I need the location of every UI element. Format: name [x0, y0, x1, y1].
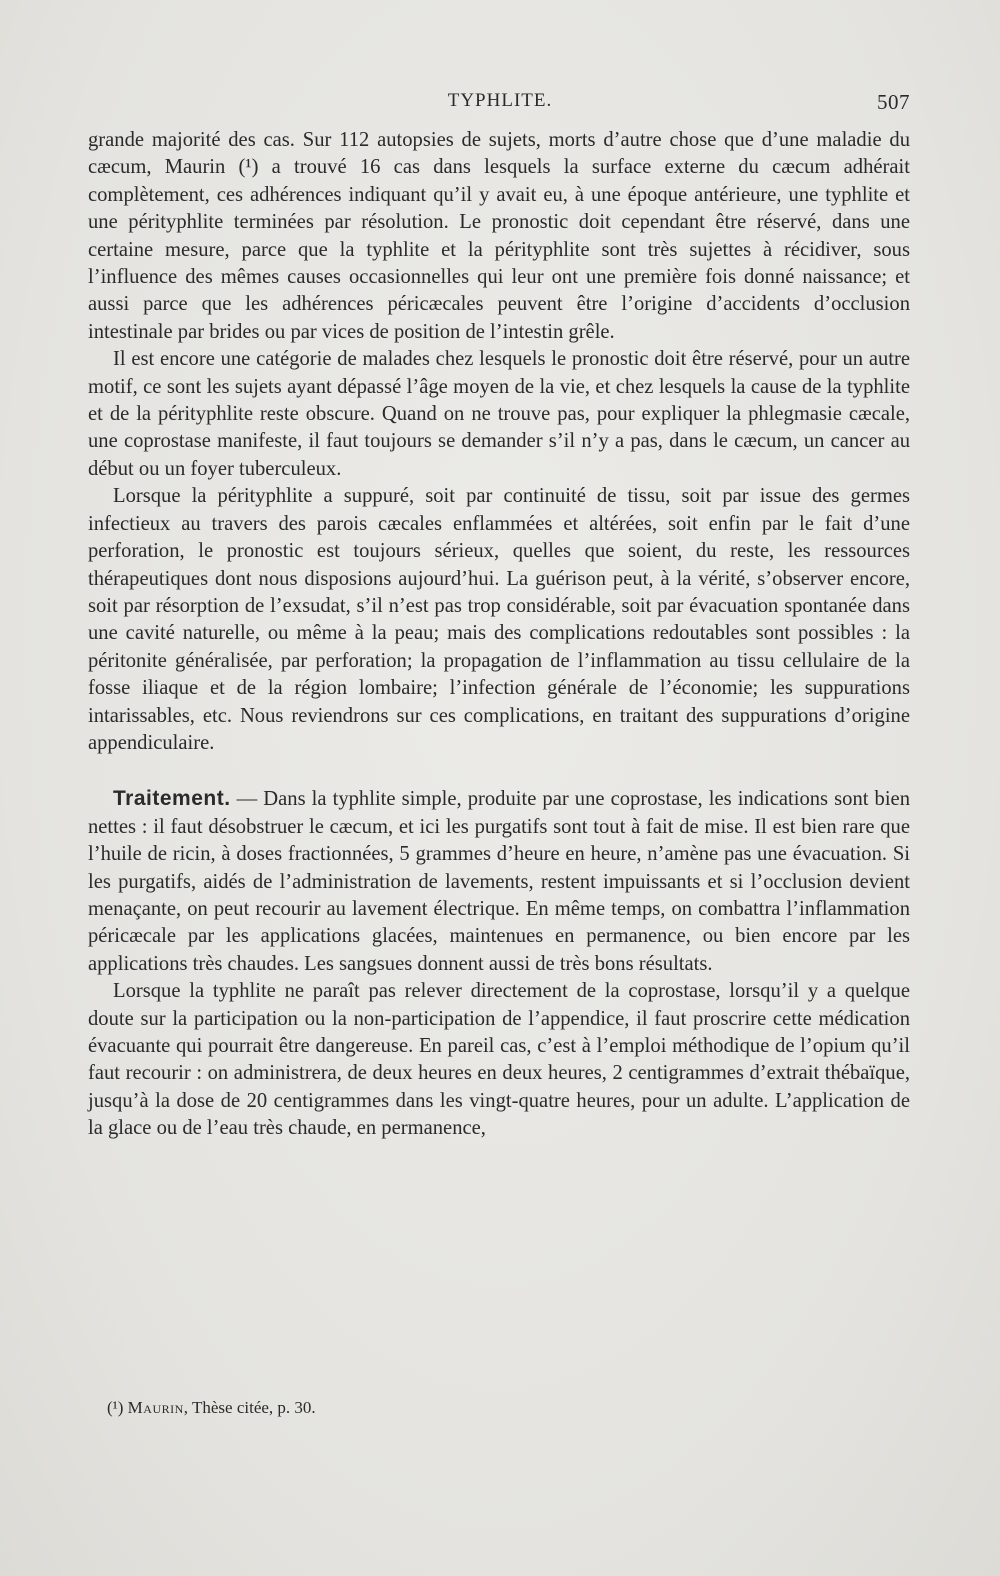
footnote-author: Maurin — [127, 1398, 184, 1417]
paragraph: Lorsque la pérityphlite a suppuré, soit par continuité de tissu, soit par issue des germes infectieux au travers des parois cæcales enflammées et altérées, soit enfin par le fait d’une perforation, le pronostic est toujours sérieux, quelles que soient, du reste, les ressources thérapeutiques dont nous disposions aujourd’hui. La guérison peut, à la vérité, s’observer encore, soit par résorption de l’exsudat, s’il n’est pas trop considérable, soit par évacuation spontanée dans une cavité naturelle, ou même à la peau; mais des complications redoutables sont possibles : la péritonite généralisée, par perforation; la propagation de l’inflammation au tissu cellulaire de la fosse iliaque et de la région lombaire; l’infection générale de l’économie; les suppurations intarissables, etc. Nous reviendrons sur ces complications, en traitant des suppurations d’origine appendiculaire. — [88, 485, 910, 754]
paragraph-traitement — [88, 785, 910, 978]
section-heading: Traitement. — [113, 787, 231, 811]
footnote-text: , Thèse citée, p. 30. — [183, 1398, 316, 1417]
body-text — [88, 127, 910, 1143]
paragraph: Lorsque la typhlite ne paraît pas relever directement de la coprostase, lorsqu’il y a quelque doute sur la participation ou la non-participation de l’appendice, il faut proscrire cette médication évacuante qui pourrait être dangereuse. En pareil cas, c’est à l’emploi méthodique de l’opium qu’il faut recourir : on administrera, de deux heures en deux heures, 2 centigrammes d’extrait thébaïque, jusqu’à la dose de 20 centigrammes dans les vingt-quatre heures, pour un adulte. L’application de la glace ou de l’eau très chaude, en permanence, — [88, 980, 910, 1140]
page-number: 507 — [877, 90, 910, 114]
footnote — [107, 1398, 316, 1418]
running-head — [90, 90, 910, 118]
running-title: TYPHLITE. — [447, 90, 553, 111]
footnote-marker: (¹) — [107, 1398, 124, 1417]
paragraph: Il est encore une catégorie de malades chez lesquels le pronostic doit être réservé, pour un autre motif, ce sont les sujets ayant dépassé l’âge moyen de la vie, et chez lesquels la cause de la typhlite et de la pérityphlite reste obscure. Quand on ne trouve pas, pour expliquer la phlegmasie cæcale, une coprostase manifeste, il faut toujours se demander s’il n’y a pas, dans le cæcum, un cancer au début ou un foyer tuberculeux. — [88, 348, 910, 480]
paragraph-continuation: grande majorité des cas. Sur 112 autopsies de sujets, morts d’autre chose que d’une maladie du cæcum, Maurin (¹) a trouvé 16 cas dans lesquels la surface externe du cæcum adhérait complètement, ces adhérences indiquant qu’il y avait eu, à une époque antérieure, une typhlite et une pérityphlite terminées par résolution. Le pronostic doit cependant être réservé, dans une certaine mesure, parce que la typhlite et la pérityphlite sont très sujettes à récidiver, sous l’influence des mêmes causes occasionnelles qui leur ont une première fois donné naissance; et aussi parce que les adhérences péricæcales peuvent être l’origine d’accidents d’occlusion intestinale par brides ou par vices de position de l’intestin grêle. — [88, 129, 910, 343]
paragraph-text: — Dans la typhlite simple, produite par une coprostase, les indications sont bien nettes : il faut désobstruer le cæcum, et ici les purgatifs sont tout à fait de mise. Il est bien rare que l’huile de ricin, à doses fractionnées, 5 grammes d’heure en heure, n’amène pas une évacuation. Si les purgatifs, aidés de l’administration de lavements, restent impuissants et si l’occlusion devient menaçante, on peut recourir au lavement électrique. En même temps, on combattra l’inflammation péricæcale par les applications glacées, maintenues en permanence, ou bien encore par les applications très chaudes. Les sangsues donnent aussi de très bons résultats. — [88, 788, 910, 975]
